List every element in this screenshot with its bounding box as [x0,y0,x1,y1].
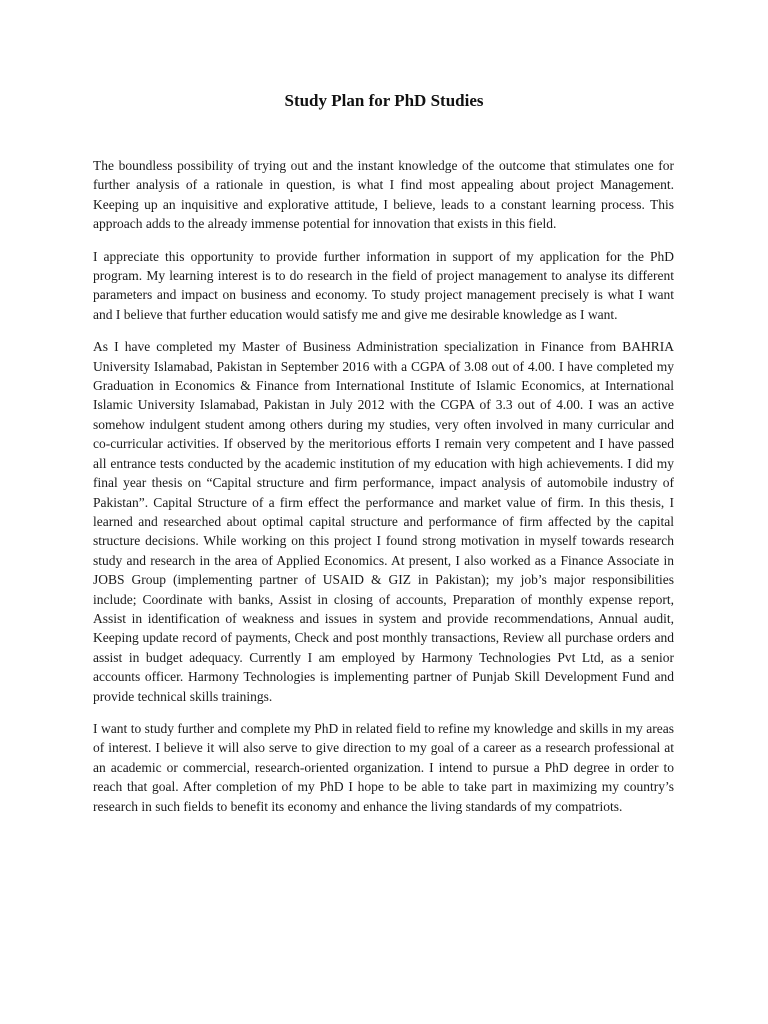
paragraph-4: I want to study further and complete my PhD in related field to refine my knowledge and skills in my areas of interest. I believe it will also serve to give direction to my goal of a career as a research professional at an academic or commercial, research-oriented organization. I intend to pursue a PhD degree in order to reach that goal. After completion of my PhD I hope to be able to take part in maximizing my country’s research in such fields to benefit its economy and enhance the living standards of my compatriots. [93,720,674,814]
document-body [93,156,674,829]
paragraph-3: As I have completed my Master of Business Administration specialization in Finance from BAHRIA University Islamabad, Pakistan in September 2016 with a CGPA of 3.08 out of 4.00. I have completed my Graduation in Economics & Finance from International Institute of Islamic Economics, at International Islamic University Islamabad, Pakistan in July 2012 with the CGPA of 3.3 out of 4.00. I was an active somehow indulgent student among others during my studies, very often involved in many curricular and co-curricular activities. If observed by the meritorious efforts I remain very competent and I have passed all entrance tests conducted by the academic institution of my education with high achievements. I did my final year thesis on “Capital structure and firm performance, impact analysis of automobile industry of Pakistan”. Capital Structure of a firm effect the performance and market value of firm. In this thesis, I learned and researched about optimal capital structure and performance of firm affected by the capital structure decisions. While working on this project I found strong motivation in myself towards research study and research in the area of Applied Economics. At present, I also worked as a Finance Associate in JOBS Group (implementing partner of USAID & GIZ in Pakistan); my job’s major responsibilities include; Coordinate with banks, Assist in closing of accounts, Preparation of monthly expense report, Assist in identification of weakness and issues in system and provide recommendations, Annual audit, Keeping update record of payments, Check and post monthly transactions, Review all purchase orders and assist in budget adequacy. Currently I am employed by Harmony Technologies Pvt Ltd, as a senior accounts officer. Harmony Technologies is implementing partner of Punjab Skill Development Fund and provide technical skills trainings. [93,339,674,704]
paragraph-2: I appreciate this opportunity to provide further information in support of my application for the PhD program. My learning interest is to do research in the field of project management to analyse its different parameters and impact on business and economy. To study project management precisely is what I want and I believe that further education would satisfy me and give me desirable knowledge as I want. [93,248,674,322]
page-title: Study Plan for PhD Studies [284,91,484,110]
paragraph-1: The boundless possibility of trying out and the instant knowledge of the outcome that stimulates one for further analysis of a rationale in question, is what I find most appealing about project Management. Keeping up an inquisitive and explorative attitude, I believe, leads to a constant learning process. This approach adds to the already immense potential for innovation that exists in this field. [93,158,674,232]
